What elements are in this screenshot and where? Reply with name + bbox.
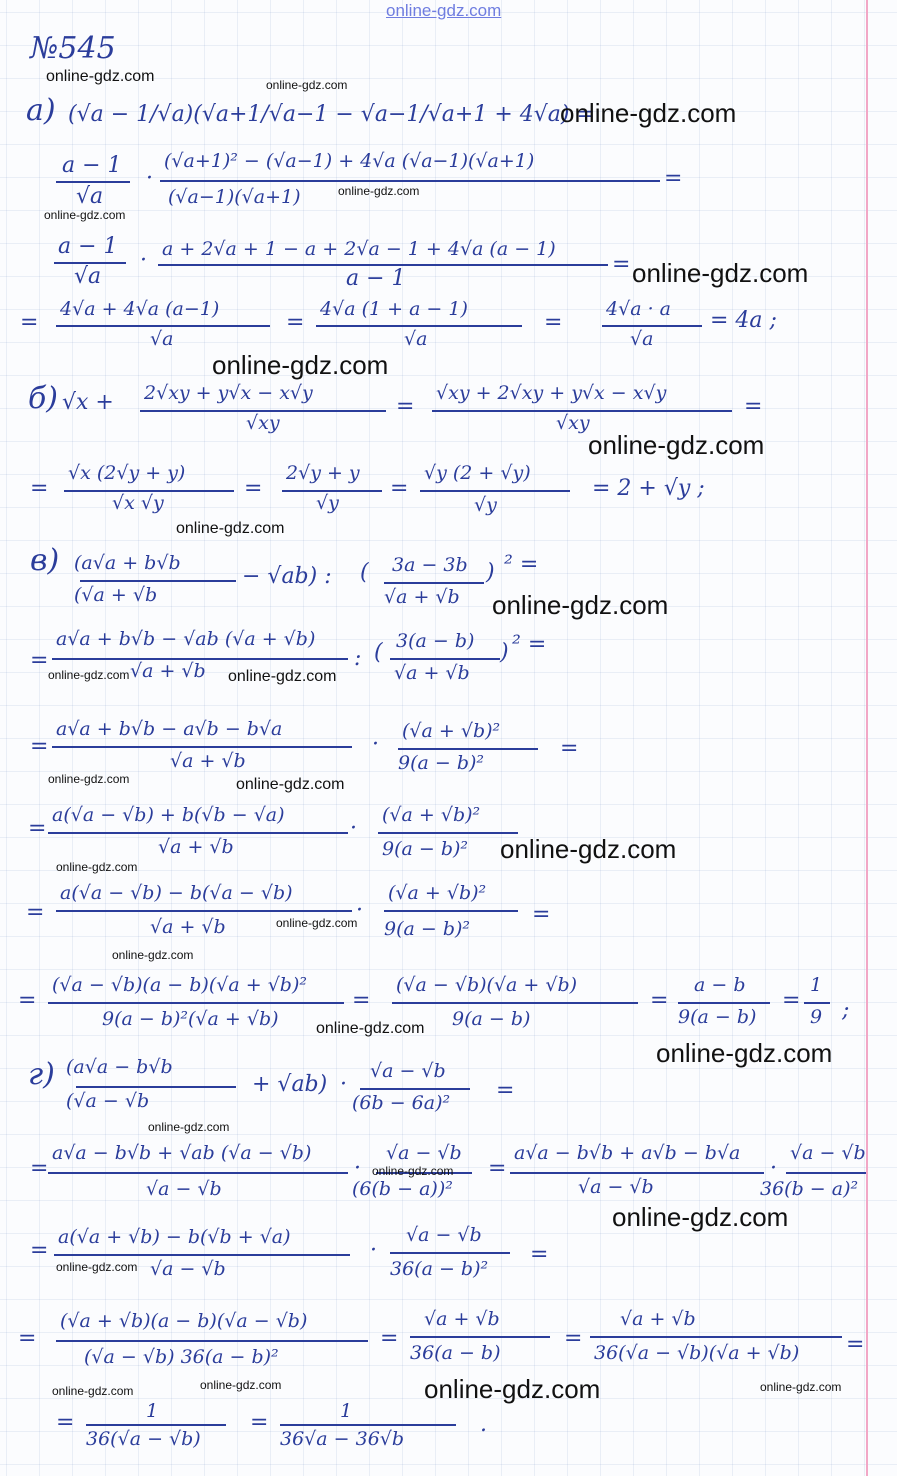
part-v-l6-num3: a − b [694,974,746,996]
watermark: online-gdz.com [48,668,130,682]
part-v-l4-num2: (√a + √b)² [382,804,481,826]
part-a-l2-num2: (√a+1)² − (√a−1) + 4√a (√a−1)(√a+1) [164,150,535,172]
watermark: online-gdz.com [316,1020,425,1037]
watermark: online-gdz.com [492,590,669,620]
paren: ( [374,640,383,665]
equals-sign: = [390,476,409,501]
watermark: online-gdz.com [588,430,765,460]
fraction-bar [398,748,538,750]
part-v-l3-den2: 9(a − b)² [398,752,485,774]
part-b-l2-num2: 2√y + y [286,462,360,484]
paren: ) [500,640,509,665]
watermark: online-gdz.com [52,1384,134,1398]
part-v-l1-den2: √a + √b [384,586,460,608]
part-b-l2-num3: √y (2 + √y) [424,462,531,484]
watermark: online-gdz.com [176,520,285,537]
watermark: online-gdz.com [112,948,194,962]
equals-sign: = [532,902,551,927]
part-b-label: б) [28,381,59,416]
part-v-l6-den2: 9(a − b) [452,1008,531,1030]
fraction-bar [390,658,500,660]
part-a-l2-num: a − 1 [62,153,122,178]
part-a-l3-den: √a [74,264,102,289]
part-v-l3-num: a√a + b√b − a√b − b√a [56,718,283,740]
fraction-bar [678,1002,770,1004]
part-b-l2-num: √x (2√y + y) [68,462,186,484]
dot-operator: · [146,166,153,191]
equals-sign: = [744,394,763,419]
part-g-l4-num: (√a + √b)(a − b)(√a − √b) [60,1310,308,1332]
watermark: online-gdz.com [56,1260,138,1274]
part-v-l2-den: √a + √b [130,660,206,682]
watermark: online-gdz.com [48,772,130,786]
part-b-l1-num2: √xy + 2√xy + y√x − x√y [436,382,667,404]
part-v-l1-mid: − √ab) : [242,564,332,589]
equals-sign: = [496,1078,515,1103]
fraction-bar [510,1172,764,1174]
watermark: online-gdz.com [228,668,337,685]
part-a-l4-den: √a [150,328,174,350]
fraction-bar [48,832,348,834]
fraction-bar [392,1002,638,1004]
fraction-bar [602,325,702,327]
equals-sign: = [30,476,49,501]
part-b-result: = 2 + √y ; [592,476,705,501]
equals-sign: = [488,1156,507,1181]
equals-sign: = [286,310,305,335]
fraction-bar [410,1336,550,1338]
part-g-l2-den2: (6(b − a))² [352,1178,453,1200]
part-b-l1-den2: √xy [556,412,590,434]
dot-operator: · [340,1072,347,1097]
part-a-l2-den: √a [76,184,104,209]
part-v-l3-den: √a + √b [170,750,246,772]
fraction-bar [590,1336,842,1338]
watermark: online-gdz.com [236,776,345,793]
part-a-l4-num3: 4√a · a [606,298,671,320]
fraction-bar [76,1086,236,1088]
part-g-l1-num2: √a − √b [370,1060,446,1082]
part-g-l4-den2: 36(a − b) [410,1342,501,1364]
part-v-l1-num2: 3a − 3b [392,554,468,576]
watermark: online-gdz.com [148,1120,230,1134]
fraction-bar [48,1172,348,1174]
watermark: online-gdz.com [760,1380,842,1394]
equals-sign: = [782,988,801,1013]
part-g-l2-num: a√a − b√b + √ab (√a − √b) [52,1142,312,1164]
part-g-label: г) [28,1057,55,1092]
part-v-l5-num: a(√a − √b) − b(√a − √b) [60,882,293,904]
part-b-l1-den: √xy [246,412,280,434]
fraction-bar [378,832,518,834]
part-v-l6-num: (√a − √b)(a − b)(√a + √b)² [52,974,307,996]
part-g-l3-num2: √a − √b [406,1224,482,1246]
equals-sign: = [28,816,47,841]
equals-sign: = [30,734,49,759]
part-g-l1-num: (a√a − b√b [66,1056,173,1078]
equals-sign: = [18,1326,37,1351]
part-b-l2-den3: √y [474,494,497,516]
part-g-l5-den: 36(√a − √b) [86,1428,201,1450]
equals-sign: = [612,252,631,277]
part-v-l4-den: √a + √b [158,836,234,858]
watermark: online-gdz.com [266,78,348,92]
watermark: online-gdz.com [372,1164,454,1178]
equals-sign: = [560,736,579,761]
part-g-l2-den4: 36(b − a)² [760,1178,859,1200]
equals-sign: = [30,1156,49,1181]
part-g-l1-den: (√a − √b [66,1090,150,1112]
watermark: online-gdz.com [560,98,737,128]
part-v-label: в) [30,543,60,578]
fraction-bar [384,582,484,584]
fraction-bar [80,580,236,582]
fraction-bar [52,746,352,748]
part-a-l3-den2: a − 1 [346,266,406,291]
part-v-l4-den2: 9(a − b)² [382,838,469,860]
part-v-l1-pow: ² = [504,552,539,577]
part-a-l4-den3: √a [630,328,654,350]
watermark: online-gdz.com [56,860,138,874]
equals-sign: = [664,166,683,191]
equals-sign: = [564,1326,583,1351]
equals-sign: = [396,394,415,419]
part-a-result: = 4a ; [710,308,777,333]
part-b-l1-left: √x + [62,390,114,415]
margin-line [866,0,868,1476]
equals-sign: = [650,988,669,1013]
part-v-l4-num: a(√a − √b) + b(√b − √a) [52,804,285,826]
watermark: online-gdz.com [656,1038,833,1068]
part-v-l2-pow: ² = [512,632,547,657]
part-a-l4-num2: 4√a (1 + a − 1) [320,298,468,320]
part-v-l5-den: √a + √b [150,916,226,938]
dot-operator: · [370,1238,377,1263]
part-a-l3-num: a − 1 [58,234,118,259]
watermark: online-gdz.com [46,68,155,85]
equals-sign: = [530,1242,549,1267]
watermark: online-gdz.com [212,350,389,380]
period: . [480,1412,487,1437]
fraction-bar [804,1002,830,1004]
watermark: online-gdz.com [612,1202,789,1232]
watermark: online-gdz.com [200,1378,282,1392]
part-v-l6-den4: 9 [810,1006,823,1028]
fraction-bar [786,1172,866,1174]
part-g-l4-den3: 36(√a − √b)(√a + √b) [594,1342,800,1364]
fraction-bar [316,325,522,327]
watermark: online-gdz.com [424,1374,601,1404]
equals-sign: = [250,1410,269,1435]
equals-sign: = [846,1332,865,1357]
watermark: online-gdz.com [632,258,809,288]
fraction-bar [56,325,270,327]
site-link[interactable]: online-gdz.com [386,1,502,20]
part-g-l5-den2: 36√a − 36√b [280,1428,405,1450]
dot-operator: · [140,248,147,273]
watermark: online-gdz.com [276,916,358,930]
fraction-bar [420,490,570,492]
part-b-l1-num: 2√xy + y√x − x√y [144,382,313,404]
part-a-l2-den2: (√a−1)(√a+1) [168,186,301,208]
part-v-l3-num2: (√a + √b)² [402,720,501,742]
equals-sign: = [352,988,371,1013]
part-g-l1-mid: + √ab) [252,1072,328,1097]
part-g-l2-num4: √a − √b [790,1142,866,1164]
equals-sign: = [244,476,263,501]
part-v-l6-den3: 9(a − b) [678,1006,757,1028]
dot-operator: · [770,1156,777,1181]
part-b-l2-den: √x √y [112,492,164,514]
equals-sign: = [30,1238,49,1263]
part-v-l5-den2: 9(a − b)² [384,918,471,940]
part-g-l2-den: √a − √b [146,1178,222,1200]
fraction-bar [54,1254,350,1256]
part-g-l2-den3: √a − √b [578,1176,654,1198]
paren: ( [360,560,369,585]
part-v-l6-den: 9(a − b)²(√a + √b) [102,1008,279,1030]
part-g-l1-den2: (6b − 6a)² [352,1092,451,1114]
part-v-l5-num2: (√a + √b)² [388,882,487,904]
part-v-l2-den2: √a + √b [394,662,470,684]
fraction-bar [390,1252,510,1254]
part-g-l3-den2: 36(a − b)² [390,1258,489,1280]
fraction-bar [160,180,660,182]
part-g-l2-num3: a√a − b√b + a√b − b√a [514,1142,741,1164]
part-a-label: а) [26,93,56,128]
part-g-l5-num2: 1 [340,1400,353,1422]
watermark: online-gdz.com [44,208,126,222]
part-v-l6-num2: (√a − √b)(√a + √b) [396,974,578,996]
part-a-l4-num: 4√a + 4√a (a−1) [60,298,220,320]
problem-number: №545 [30,31,116,66]
fraction-bar [384,910,518,912]
equals-sign: = [18,988,37,1013]
dot-operator: · [354,1156,361,1181]
part-v-l2-num2: 3(a − b) [396,630,475,652]
part-g-l4-num3: √a + √b [620,1308,696,1330]
watermark: online-gdz.com [338,184,420,198]
paren: ) [486,560,495,585]
fraction-bar [56,181,130,183]
semicolon: ; [842,998,850,1023]
equals-sign: = [380,1326,399,1351]
dot-operator: · [356,898,363,923]
part-v-l6-num4: 1 [810,974,823,996]
watermark: online-gdz.com [500,834,677,864]
fraction-bar [56,1340,368,1342]
dot-operator: · [350,816,357,841]
fraction-bar [56,910,352,912]
equals-sign: = [26,900,45,925]
part-g-l4-den: (√a − √b) 36(a − b)² [84,1346,279,1368]
fraction-bar [48,1002,344,1004]
part-g-l5-num: 1 [146,1400,159,1422]
part-g-l3-num: a(√a + √b) − b(√b + √a) [58,1226,291,1248]
fraction-bar [86,1424,226,1426]
part-g-l3-den: √a − √b [150,1258,226,1280]
part-g-l4-num2: √a + √b [424,1308,500,1330]
part-a-l4-den2: √a [404,328,428,350]
equals-sign: = [56,1410,75,1435]
part-b-l2-den2: √y [316,492,339,514]
part-v-l1-num: (a√a + b√b [74,552,181,574]
part-v-l2-colon: : [354,646,362,671]
part-a-line1: (√a − 1/√a)(√a+1/√a−1 − √a−1/√a+1 + 4√a) = [68,102,595,127]
equals-sign: = [20,310,39,335]
fraction-bar [360,1088,470,1090]
part-a-l3-num2: a + 2√a + 1 − a + 2√a − 1 + 4√a (a − 1) [162,238,556,260]
equals-sign: = [544,310,563,335]
part-v-l1-den: (√a + √b [74,584,158,606]
part-g-l2-num2: √a − √b [386,1142,462,1164]
dot-operator: · [372,732,379,757]
fraction-bar [280,1424,456,1426]
equals-sign: = [30,648,49,673]
part-v-l2-num: a√a + b√b − √ab (√a + √b) [56,628,316,650]
